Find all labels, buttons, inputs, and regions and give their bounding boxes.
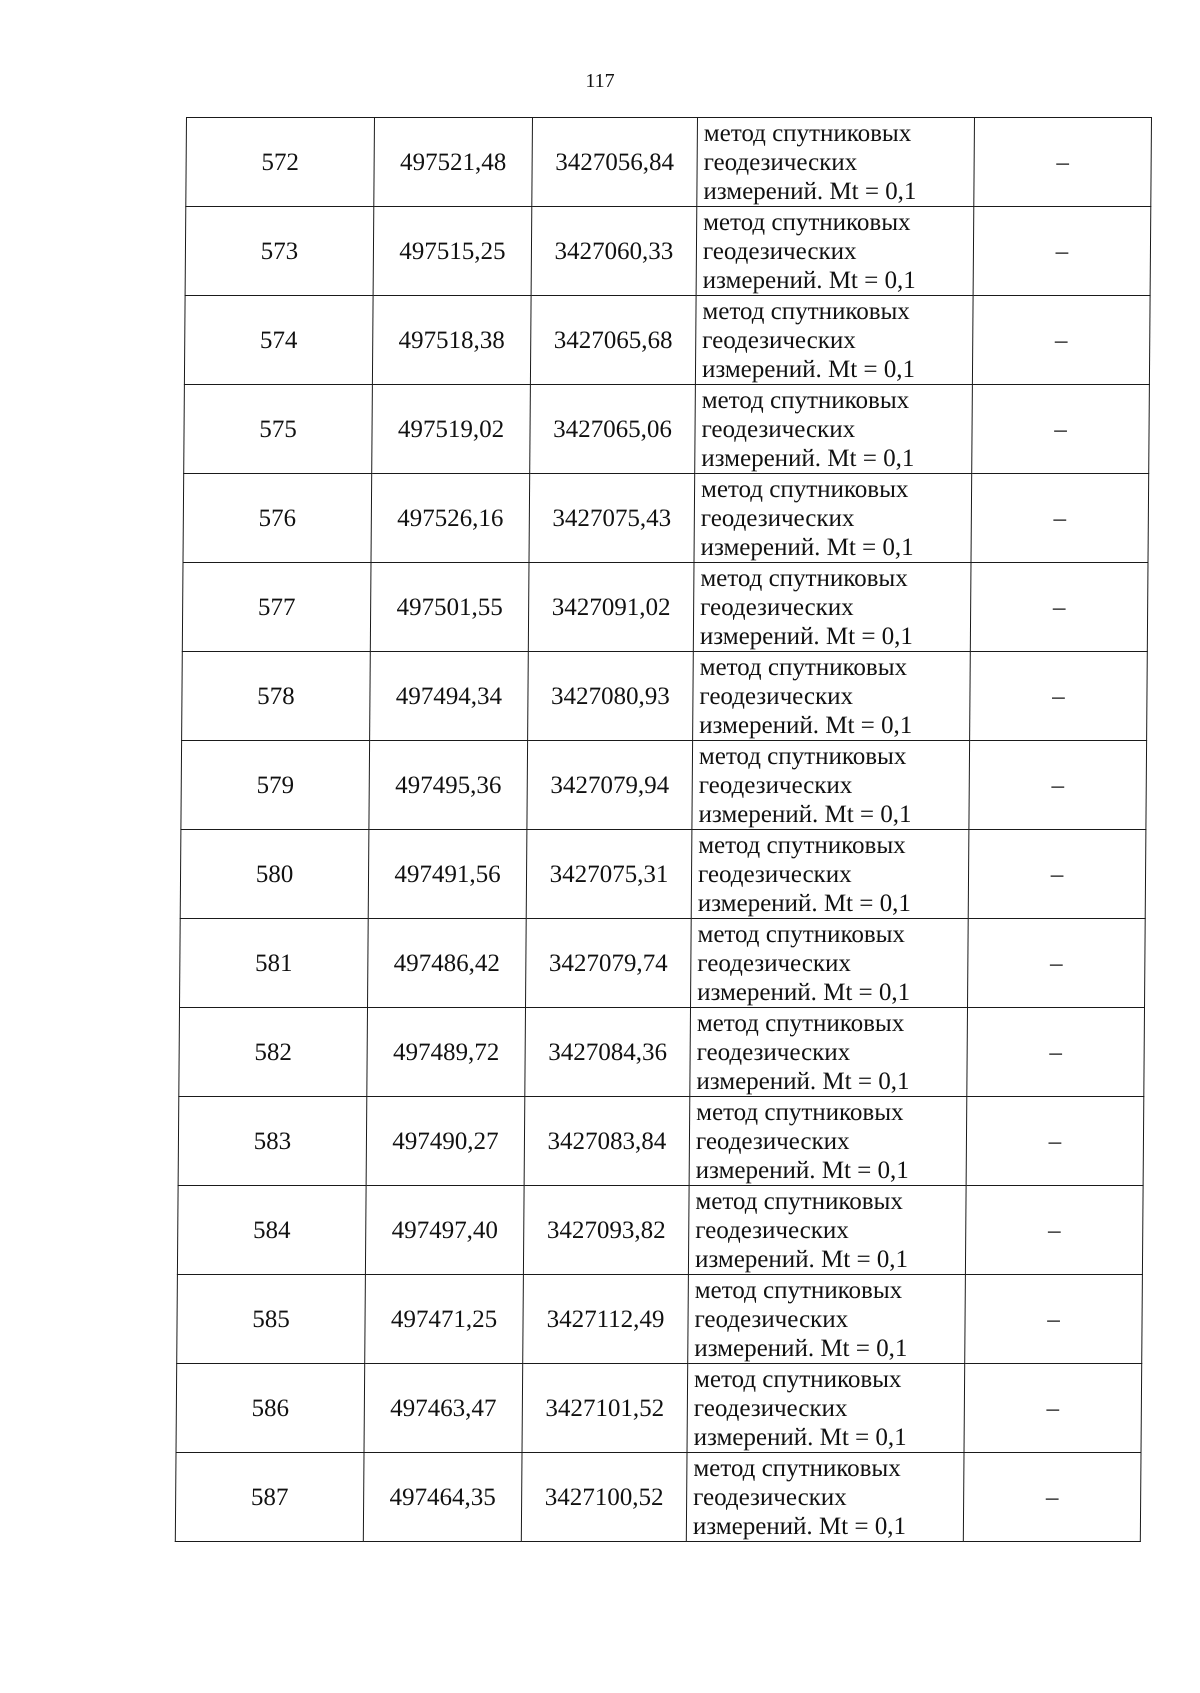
y-coordinate-cell: 3427093,82	[523, 1186, 689, 1275]
error-cell: –	[970, 652, 1148, 741]
method-line: измерений. Mt = 0,1	[694, 1334, 908, 1362]
x-coordinate-cell: 497526,16	[371, 474, 530, 563]
x-coordinate-cell: 497491,56	[368, 830, 527, 919]
method-cell	[695, 296, 973, 385]
method-line: геодезических	[693, 1394, 848, 1422]
method-cell	[695, 385, 973, 474]
error-cell: –	[966, 1097, 1144, 1186]
method-line: геодезических	[702, 237, 857, 265]
point-number-cell: 581	[180, 919, 369, 1008]
method-line: геодезических	[702, 326, 856, 354]
method-cell	[688, 1275, 966, 1364]
table-row	[184, 385, 1150, 474]
error-cell: –	[965, 1186, 1143, 1275]
error-cell: –	[968, 830, 1146, 919]
method-line: метод спутниковых	[693, 1365, 902, 1393]
error-cell: –	[964, 1364, 1142, 1453]
error-cell: –	[970, 563, 1148, 652]
table-row	[175, 1453, 1141, 1542]
y-coordinate-cell: 3427065,68	[530, 296, 696, 385]
error-cell: –	[972, 385, 1150, 474]
y-coordinate-cell: 3427079,74	[526, 919, 692, 1008]
method-line: геодезических	[695, 1127, 850, 1155]
x-coordinate-cell: 497495,36	[369, 741, 528, 830]
method-cell	[691, 919, 969, 1008]
error-cell: –	[967, 1008, 1145, 1097]
y-coordinate-cell: 3427112,49	[523, 1275, 689, 1364]
point-number-cell: 583	[178, 1097, 367, 1186]
method-line: измерений. Mt = 0,1	[700, 533, 914, 561]
method-line: метод спутниковых	[698, 742, 907, 770]
method-line: измерений. Mt = 0,1	[696, 1067, 910, 1095]
method-line: измерений. Mt = 0,1	[692, 1512, 907, 1540]
method-line: метод спутниковых	[700, 564, 908, 592]
x-coordinate-cell: 497494,34	[370, 652, 529, 741]
point-number-cell: 574	[184, 296, 373, 385]
point-number-cell: 575	[184, 385, 373, 474]
method-line: измерений. Mt = 0,1	[695, 1156, 909, 1184]
table-row	[177, 1186, 1143, 1275]
table-row	[178, 1097, 1144, 1186]
x-coordinate-cell: 497489,72	[367, 1008, 526, 1097]
point-number-cell: 580	[180, 830, 369, 919]
y-coordinate-cell: 3427075,43	[529, 474, 695, 563]
y-coordinate-cell: 3427060,33	[531, 207, 697, 296]
method-line: измерений. Mt = 0,1	[699, 711, 913, 739]
method-cell	[693, 563, 971, 652]
method-line: измерений. Mt = 0,1	[697, 889, 912, 917]
method-line: геодезических	[703, 148, 858, 176]
method-cell	[693, 652, 971, 741]
x-coordinate-cell: 497464,35	[363, 1453, 522, 1542]
method-line: измерений. Mt = 0,1	[703, 177, 917, 205]
point-number-cell: 582	[179, 1008, 368, 1097]
table-row	[182, 652, 1148, 741]
point-number-cell: 573	[185, 207, 374, 296]
table-row	[177, 1275, 1143, 1364]
method-cell	[688, 1186, 966, 1275]
table-row	[183, 474, 1149, 563]
point-number-cell: 579	[181, 741, 370, 830]
coordinates-table	[175, 117, 1152, 1542]
error-cell: –	[972, 296, 1150, 385]
method-line: метод спутниковых	[695, 1187, 903, 1215]
x-coordinate-cell: 497490,27	[366, 1097, 525, 1186]
x-coordinate-cell: 497515,25	[373, 207, 532, 296]
method-line: геодезических	[697, 860, 852, 888]
table-row	[176, 1364, 1142, 1453]
method-line: геодезических	[700, 593, 854, 621]
point-number-cell: 572	[186, 118, 375, 207]
x-coordinate-cell: 497486,42	[368, 919, 527, 1008]
error-cell: –	[965, 1275, 1143, 1364]
table-row	[180, 830, 1146, 919]
x-coordinate-cell: 497471,25	[365, 1275, 524, 1364]
x-coordinate-cell: 497497,40	[365, 1186, 524, 1275]
method-line: измерений. Mt = 0,1	[697, 978, 911, 1006]
y-coordinate-cell: 3427075,31	[526, 830, 692, 919]
method-line: измерений. Mt = 0,1	[693, 1423, 907, 1451]
y-coordinate-cell: 3427101,52	[522, 1364, 688, 1453]
x-coordinate-cell: 497518,38	[372, 296, 531, 385]
point-number-cell: 586	[176, 1364, 365, 1453]
method-cell	[691, 830, 969, 919]
method-line: метод спутниковых	[696, 1098, 904, 1126]
error-cell: –	[968, 919, 1146, 1008]
point-number-cell: 576	[183, 474, 372, 563]
method-line: метод спутниковых	[699, 653, 908, 681]
table-row	[181, 741, 1147, 830]
point-number-cell: 577	[182, 563, 371, 652]
method-cell	[690, 1008, 968, 1097]
method-line: геодезических	[696, 1038, 851, 1066]
x-coordinate-cell: 497519,02	[372, 385, 531, 474]
method-line: метод спутниковых	[697, 920, 906, 948]
method-line: геодезических	[694, 1305, 849, 1333]
y-coordinate-cell: 3427100,52	[521, 1453, 687, 1542]
method-cell	[694, 474, 972, 563]
y-coordinate-cell: 3427084,36	[525, 1008, 691, 1097]
table-row	[180, 919, 1146, 1008]
error-cell: –	[971, 474, 1149, 563]
method-line: геодезических	[698, 771, 853, 799]
method-line: измерений. Mt = 0,1	[694, 1245, 909, 1273]
page-number: 117	[585, 70, 615, 92]
method-line: метод спутниковых	[700, 475, 909, 503]
x-coordinate-cell: 497521,48	[374, 118, 533, 207]
y-coordinate-cell: 3427079,94	[527, 741, 693, 830]
table-row	[186, 118, 1152, 207]
point-number-cell: 585	[177, 1275, 366, 1364]
method-line: метод спутниковых	[694, 1276, 903, 1304]
y-coordinate-cell: 3427065,06	[530, 385, 696, 474]
method-line: геодезических	[697, 949, 852, 977]
table-row	[182, 563, 1148, 652]
method-line: геодезических	[699, 682, 854, 710]
method-line: метод спутниковых	[703, 208, 911, 236]
method-line: геодезических	[701, 415, 856, 443]
method-cell	[687, 1364, 965, 1453]
method-line: измерений. Mt = 0,1	[701, 444, 915, 472]
error-cell: –	[974, 118, 1152, 207]
point-number-cell: 584	[177, 1186, 366, 1275]
method-cell	[689, 1097, 967, 1186]
method-line: метод спутниковых	[701, 386, 910, 414]
method-line: геодезических	[700, 504, 855, 532]
method-line: геодезических	[693, 1483, 847, 1511]
method-line: измерений. Mt = 0,1	[702, 266, 916, 294]
method-line: измерений. Mt = 0,1	[701, 355, 916, 383]
method-line: метод спутниковых	[702, 297, 910, 325]
error-cell: –	[963, 1453, 1141, 1542]
method-cell	[692, 741, 970, 830]
table-row	[185, 207, 1151, 296]
coordinates-table-body	[175, 118, 1151, 1542]
method-line: метод спутниковых	[696, 1009, 905, 1037]
y-coordinate-cell: 3427080,93	[528, 652, 694, 741]
x-coordinate-cell: 497463,47	[364, 1364, 523, 1453]
x-coordinate-cell: 497501,55	[370, 563, 529, 652]
method-line: геодезических	[695, 1216, 849, 1244]
method-line: измерений. Mt = 0,1	[698, 800, 912, 828]
error-cell: –	[969, 741, 1147, 830]
y-coordinate-cell: 3427083,84	[524, 1097, 690, 1186]
method-cell	[686, 1453, 964, 1542]
method-line: метод спутниковых	[698, 831, 906, 859]
error-cell: –	[973, 207, 1151, 296]
table-row	[179, 1008, 1145, 1097]
method-line: метод спутниковых	[703, 119, 912, 147]
table-row	[184, 296, 1150, 385]
y-coordinate-cell: 3427091,02	[528, 563, 694, 652]
method-cell	[696, 207, 974, 296]
method-cell	[697, 118, 975, 207]
method-line: метод спутниковых	[693, 1454, 901, 1482]
point-number-cell: 578	[182, 652, 371, 741]
method-line: измерений. Mt = 0,1	[699, 622, 914, 650]
y-coordinate-cell: 3427056,84	[532, 118, 698, 207]
point-number-cell: 587	[175, 1453, 364, 1542]
